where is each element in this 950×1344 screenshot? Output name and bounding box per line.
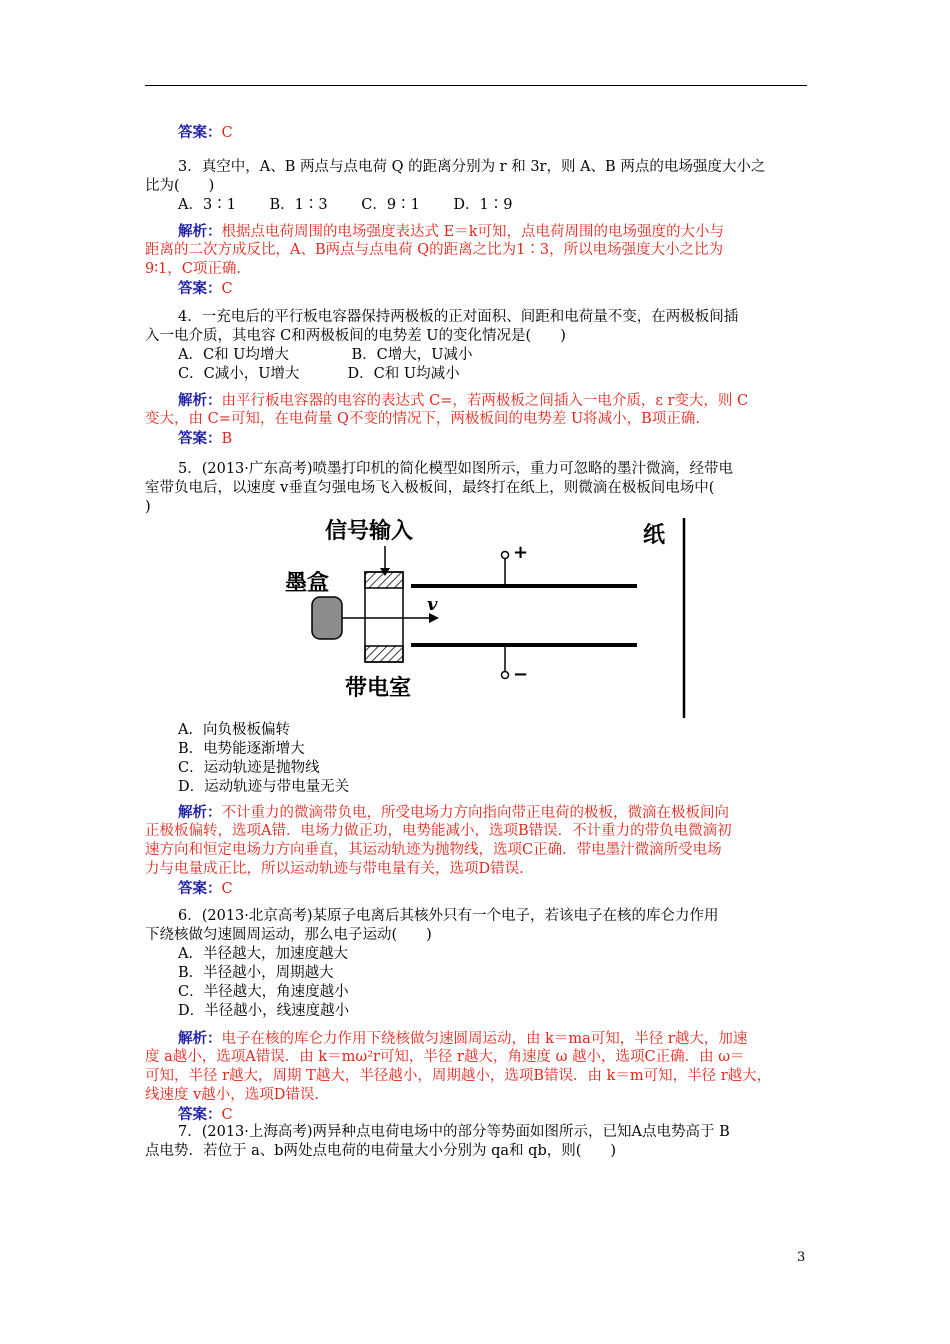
q5-option: A．向负极板偏转 <box>178 722 290 738</box>
q6-line: 6．(2013·北京高考)某原子电离后其核外只有一个电子，若该电子在核的库仑力作用 <box>178 908 719 924</box>
ink-box <box>312 597 342 639</box>
q5-analysis-line: 速方向和恒定电场力方向垂直，其运动轨迹为抛物线，选项C正确．带电墨汁微滴所受电场 <box>145 842 722 858</box>
q5-line: ) <box>145 499 151 515</box>
q6-line: 下绕核做匀速圆周运动，那么电子运动( ) <box>145 927 432 943</box>
q3-options: A．3∶1 B．1∶3 C．9∶1 D．1∶9 <box>178 197 513 213</box>
q6-option: B．半径越小，周期越大 <box>178 965 334 981</box>
velocity-label: v <box>427 594 438 615</box>
q6-option: A．半径越大，加速度越大 <box>178 946 348 962</box>
negative-terminal <box>502 672 509 679</box>
q4-option-row: A．C和 U均增大 B．C增大，U减小 <box>178 347 473 363</box>
header-rule <box>145 85 807 86</box>
question-5 <box>145 460 810 517</box>
page-number: 3 <box>797 1250 806 1265</box>
q5-analysis <box>145 803 810 898</box>
q4-analysis-line: 变大，由 C=可知，在电荷量 Q不变的情况下，两极板间的电势差 U将减小，B项正确. <box>145 411 700 427</box>
q4-line: 4．一充电后的平行板电容器保持两极板的正对面积、间距和电荷量不变，在两极板间插 <box>178 309 739 325</box>
q5-answer-value: C <box>221 881 233 897</box>
charging-chamber-label: 带电室 <box>345 676 412 701</box>
q3-analysis <box>145 222 810 298</box>
analysis-label: 解析： <box>178 1030 222 1047</box>
q4-answer-value: B <box>221 431 233 447</box>
q6-option: D．半径越小，线速度越小 <box>178 1003 350 1019</box>
q5-analysis-line: 正极板偏转，选项A错．电场力做正功，电势能减小，选项B错误．不计重力的带负电微滴初 <box>145 823 732 839</box>
question-6 <box>145 907 810 1021</box>
q5-option: D．运动轨迹与带电量无关 <box>178 779 350 795</box>
q7-line: 7．(2013·上海高考)两异种点电荷电场中的部分等势面如图所示，已知A点电势高于 B <box>178 1124 730 1140</box>
analysis-label: 解析： <box>178 392 222 409</box>
minus-sign: − <box>513 664 529 685</box>
q5-line: 5．(2013·广东高考)喷墨打印机的简化模型如图所示，重力可忽略的墨汁微滴，经带电 <box>178 461 734 477</box>
q6-analysis-line: 电子在核的库仑力作用下绕核做匀速圆周运动，由 k＝ma可知，半径 r越大，加速 <box>221 1031 748 1047</box>
q6-option: C．半径越大，角速度越小 <box>178 984 349 1000</box>
q6-analysis-line: 线速度 v越小，选项D错误. <box>145 1087 320 1103</box>
chamber-top-hatch <box>365 572 403 588</box>
q3-analysis-line: 距离的二次方成反比，A、B两点与点电荷 Q的距离之比为1∶3，所以电场强度大小之比为 <box>145 242 724 258</box>
positive-terminal <box>502 552 509 559</box>
q6-analysis <box>145 1029 810 1124</box>
q6-answer-value: C <box>221 1107 233 1123</box>
q5-options <box>145 721 810 797</box>
q6-analysis-line: 度 a越小，选项A错误．由 k＝mω²r可知，半径 r越大，角速度 ω 越小，选项C正确．由 ω＝ <box>145 1049 745 1065</box>
answer-label: 答案： <box>178 124 222 141</box>
q6-analysis-line: 可知，半径 r越大，周期 T越大，半径越小，周期越小，选项B错误．由 k＝m可知，半径 r越大， <box>145 1068 772 1084</box>
q5-option: C．运动轨迹是抛物线 <box>178 760 320 776</box>
answer-label: 答案： <box>178 1106 222 1123</box>
question-3 <box>145 158 810 215</box>
analysis-label: 解析： <box>178 804 222 821</box>
q4-analysis-line: 由平行板电容器的电容的表达式 C=，若两极板之间插入一电介质，ε r变大，则 C <box>221 393 749 409</box>
inkjet-printer-diagram <box>285 510 705 722</box>
plus-sign: + <box>513 542 529 563</box>
q2-answer-value: C <box>221 125 233 141</box>
answer-label: 答案： <box>178 430 222 447</box>
q5-analysis-line: 不计重力的微滴带负电，所受电场力方向指向带正电荷的极板，微滴在极板间向 <box>221 805 729 821</box>
signal-input-label: 信号输入 <box>325 519 414 544</box>
q4-analysis <box>145 391 810 448</box>
q3-analysis-line: 9∶1，C项正确. <box>145 261 241 277</box>
question-7 <box>145 1123 810 1161</box>
q3-line: 比为( ) <box>145 178 215 194</box>
q4-option-row: C．C减小，U增大 D．C和 U均减小 <box>178 366 460 382</box>
q5-line: 室带负电后，以速度 v垂直匀强电场飞入极板间，最终打在纸上，则微滴在极板间电场中( <box>145 480 715 496</box>
q5-option: B．电势能逐渐增大 <box>178 741 305 757</box>
q5-analysis-line: 力与电量成正比，所以运动轨迹与带电量有关，选项D错误. <box>145 861 524 877</box>
question-4 <box>145 308 810 384</box>
chamber-bottom-hatch <box>365 646 403 662</box>
analysis-label: 解析： <box>178 223 222 240</box>
q7-line: 点电势．若位于 a、b两处点电荷的电荷量大小分别为 qa和 qb，则( ) <box>145 1143 617 1159</box>
q4-line: 入一电介质，其电容 C和两极板间的电势差 U的变化情况是( ) <box>145 328 566 344</box>
q2-answer <box>145 123 810 142</box>
answer-label: 答案： <box>178 280 222 297</box>
answer-label: 答案： <box>178 880 222 897</box>
q3-answer-value: C <box>221 281 233 297</box>
paper-label: 纸 <box>643 523 666 548</box>
q3-analysis-line: 根据点电荷周围的电场强度表达式 E＝k可知，点电荷周围的电场强度的大小与 <box>221 224 724 240</box>
q3-line: 3．真空中，A、B 两点与点电荷 Q 的距离分别为 r 和 3r，则 A、B 两点的电场强度大小之 <box>178 159 766 175</box>
ink-box-label: 墨盒 <box>285 571 330 596</box>
